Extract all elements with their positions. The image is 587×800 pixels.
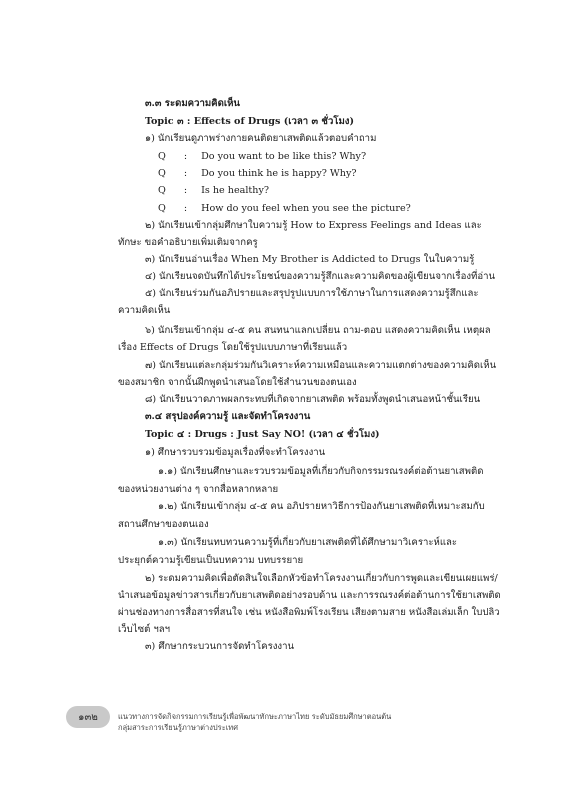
footer-line-2: กลุ่มสาระการเรียนรู้ภาษาต่างประเทศ [118, 723, 238, 732]
sub-2-line-2: นำเสนอข้อมูลข่าวสารเกี่ยวกับยาเสพติดอย่างรอบด้าน และการรณรงค์ต่อต้านการใช้ยาเสพติด [118, 590, 501, 601]
q-label: Q [158, 168, 166, 179]
footer-line-1: แนวทางการจัดกิจกรรมการเรียนรู้เพื่อพัฒนาทักษะภาษาไทย ระดับมัธยมศึกษาตอนต้น [118, 712, 392, 721]
section-3-4-heading: ๓.๔ สรุปองค์ความรู้ และจัดทำโครงงาน [145, 411, 311, 422]
sub-2-line-1: ๒) ระดมความคิดเพื่อตัดสินใจเลือกหัวข้อทำโครงงานเกี่ยวกับการพูดและเขียนเผยแพร่/ [145, 573, 498, 584]
q-sep: : [183, 203, 188, 214]
page-number: ๑๓๒ [78, 711, 98, 723]
q-sep: : [183, 168, 188, 179]
item-7-line-1: ๗) นักเรียนแต่ละกลุ่มร่วมกันวิเคราะห์ความเหมือนและความแตกต่างของความคิดเห็น [145, 360, 497, 371]
item-3: ๓) นักเรียนอ่านเรื่อง When My Brother is Addicted to Drugs ในใบความรู้ [145, 254, 475, 265]
sub-1-2-line-2: สถานศึกษาของตนเอง [118, 519, 209, 530]
sub-3: ๓) ศึกษากระบวนการจัดทำโครงงาน [145, 641, 295, 652]
item-5-line-2: ความคิดเห็น [118, 305, 171, 316]
question-row [158, 203, 411, 215]
item-6-line-2: เรื่อง Effects of Drugs โดยใช้รูปแบบภาษาที่เรียนแล้ว [118, 342, 348, 353]
sub-1-3-line-1: ๑.๓) นักเรียนทบทวนความรู้ที่เกี่ยวกับยาเสพติดที่ได้ศึกษามาวิเคราะห์และ [158, 537, 458, 548]
sub-1-2-line-1: ๑.๒) นักเรียนเข้ากลุ่ม ๔-๕ คน อภิปรายหาวิธีการป้องกันยาเสพติดที่เหมาะสมกับ [158, 501, 485, 512]
sub-2-line-4: เว็บไซต์ ฯลฯ [118, 624, 171, 635]
q-label: Q [158, 203, 166, 214]
q-text: Do you want to be like this? Why? [201, 151, 367, 162]
item-1: ๑) นักเรียนดูภาพร่างกายคนติดยาเสพติดแล้วตอบคำถาม [145, 133, 377, 144]
item-4: ๔) นักเรียนจดบันทึกได้ประโยชน์ของความรู้สึกและความคิดของผู้เขียนจากเรื่องที่อ่าน [145, 271, 496, 282]
question-row [158, 168, 357, 180]
item-5-line-1: ๕) นักเรียนร่วมกันอภิปรายและสรุปรูปแบบการใช้ภาษาในการแสดงความรู้สึกและ [145, 288, 479, 299]
section-3-3-heading: ๓.๓ ระดมความคิดเห็น [145, 98, 240, 109]
sub-2-line-3: ผ่านช่องทางการสื่อสารที่สนใจ เช่น หนังสือพิมพ์โรงเรียน เสียงตามสาย หนังสือเล่มเล็ก ใบปลิว [118, 607, 500, 618]
sub-1: ๑) ศึกษารวบรวมข้อมูลเรื่องที่จะทำโครงงาน [145, 447, 326, 458]
sub-1-1-line-2: ของหน่วยงานต่าง ๆ จากสื่อหลากหลาย [118, 484, 279, 495]
topic-4-heading: Topic ๔ : Drugs : Just Say NO! (เวลา ๔ ชั่วโมง) [145, 429, 380, 440]
q-text: Is he healthy? [201, 185, 270, 196]
q-text: Do you think he is happy? Why? [201, 168, 357, 179]
q-label: Q [158, 151, 166, 162]
question-row [158, 151, 366, 163]
item-2-line-1: ๒) นักเรียนเข้ากลุ่มศึกษาใบความรู้ How to Express Feelings and Ideas และ [145, 220, 482, 231]
sub-1-3-line-2: ประยุกต์ความรู้เขียนเป็นบทความ บทบรรยาย [118, 555, 304, 566]
sub-1-1-line-1: ๑.๑) นักเรียนศึกษาและรวบรวมข้อมูลที่เกี่ยวกับกิจกรรมรณรงค์ต่อต้านยาเสพติด [158, 466, 484, 477]
topic-3-heading: Topic ๓ : Effects of Drugs (เวลา ๓ ชั่วโมง) [145, 116, 355, 127]
q-sep: : [183, 151, 188, 162]
q-text: How do you feel when you see the picture? [201, 203, 411, 214]
item-6-line-1: ๖) นักเรียนเข้ากลุ่ม ๔-๕ คน สนทนาแลกเปลี่ยน ถาม-ตอบ แสดงความคิดเห็น เหตุผล [145, 325, 491, 336]
item-2-line-2: ทักษะ ขอคำอธิบายเพิ่มเติมจากครู [118, 237, 258, 248]
question-row [158, 185, 269, 197]
item-8: ๘) นักเรียนวาดภาพผลกระทบที่เกิดจากยาเสพติด พร้อมทั้งพูดนำเสนอหน้าชั้นเรียน [145, 394, 481, 405]
q-sep: : [183, 185, 188, 196]
q-label: Q [158, 185, 166, 196]
page-number-badge [66, 706, 110, 728]
item-7-line-2: ของสมาชิก จากนั้นฝึกพูดนำเสนอโดยใช้สำนวนของตนเอง [118, 377, 357, 388]
